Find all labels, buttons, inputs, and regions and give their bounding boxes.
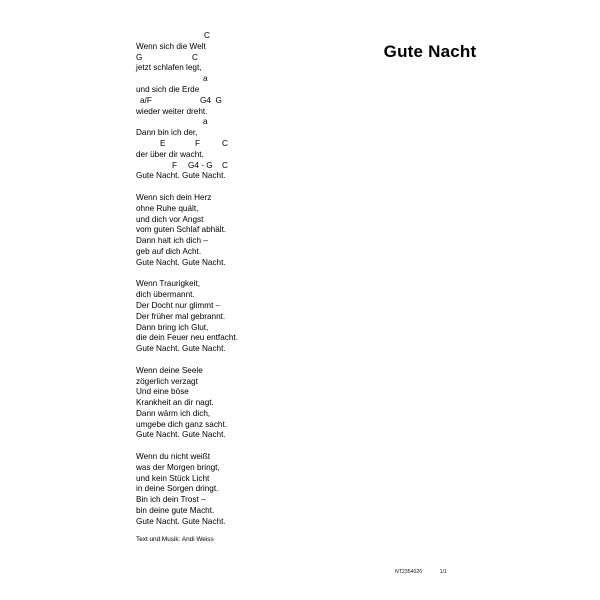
lyric-line: in deine Sorgen dringt. [136,484,219,494]
lyric-line: und sich die Erde [136,84,200,94]
lyric-line: Der Docht nur glimmt – [136,300,221,310]
footer-document-code: NT2354026 [395,569,423,575]
chord-line [136,161,316,172]
chord-label: F [195,138,201,148]
lyric-line: Krankheit an dir nagt. [136,398,214,408]
verse-spacer [136,182,316,193]
chord-line [136,96,316,107]
footer-page-number: 1/1 [439,569,447,575]
chord-label: C [222,160,228,170]
chord-line [136,74,316,85]
lyric-line: geb auf dich Acht. [136,246,202,256]
chord-label: G4 G [200,95,222,105]
verse-1 [136,31,316,182]
chord-line [136,31,316,42]
lyric-line: wieder weiter dreht. [136,106,208,116]
chord-label: a/F [140,95,152,105]
lyrics-column [136,31,316,528]
lyric-line: Gute Nacht. Gute Nacht. [136,430,226,440]
verse-spacer [136,355,316,366]
chord-label: G [136,52,143,62]
chord-label: E [160,138,166,148]
lyric-line: Gute Nacht. Gute Nacht. [136,257,226,267]
chord-label: C [204,31,210,40]
lyric-line: und dich vor Angst [136,214,204,224]
lyric-line: Dann bin ich der, [136,128,198,138]
chord-line [136,53,316,64]
lyric-line: Bin ich dein Trost – [136,495,206,505]
footer [395,569,447,575]
lyric-line: zögerlich verzagt [136,376,198,386]
lyric-line: jetzt schlafen legt, [136,63,202,73]
chord-line [136,117,316,128]
lyric-line: der über dir wacht. [136,149,204,159]
verse-spacer [136,269,316,280]
lyric-line: Gute Nacht. Gute Nacht. [136,516,226,526]
page-title: Gute Nacht [383,42,477,61]
lyric-line: bin deine gute Macht. [136,506,215,516]
lyric-line: Wenn deine Seele [136,365,203,375]
chord-line [136,139,316,150]
lyric-line: Dann bring ich Glut, [136,322,209,332]
lyric-line: was der Morgen bringt, [136,462,220,472]
lyric-line: Wenn du nicht weißt [136,452,211,462]
lyric-line: Dann wärm ich dich, [136,408,211,418]
verse-3 [136,279,316,355]
lyric-line: ohne Ruhe quält, [136,203,199,213]
verse-2 [136,193,316,269]
lyric-line: Wenn sich die Welt [136,41,206,51]
verse-4 [136,366,316,442]
lyric-line: und kein Stück Licht [136,473,210,483]
verse-spacer [136,441,316,452]
credits-line: Text und Musik: Andi Weiss [136,536,214,543]
chord-label: a [203,74,208,84]
chord-label: C [192,52,198,62]
lyric-line: dich übermannt. [136,290,195,300]
lyric-line: Wenn sich dein Herz [136,192,212,202]
chord-label: F [172,160,178,170]
lyric-line: Wenn Traurigkeit, [136,279,201,289]
lyric-line: Gute Nacht. Gute Nacht. [136,171,226,181]
lyric-line: Dann halt ich dich – [136,236,208,246]
chord-label: C [222,138,228,148]
lyric-line: die dein Feuer neu entfacht. [136,333,238,343]
lyric-line: umgebe dich ganz sacht. [136,419,228,429]
verse-5 [136,452,316,528]
chord-label: G4 - G [188,160,213,170]
lyric-line: Gute Nacht. Gute Nacht. [136,344,226,354]
chord-label: a [203,117,208,127]
lyric-line: vom guten Schlaf abhält. [136,225,227,235]
lyric-line: Der früher mal gebrannt. [136,311,226,321]
lyric-line: Und eine böse [136,387,189,397]
